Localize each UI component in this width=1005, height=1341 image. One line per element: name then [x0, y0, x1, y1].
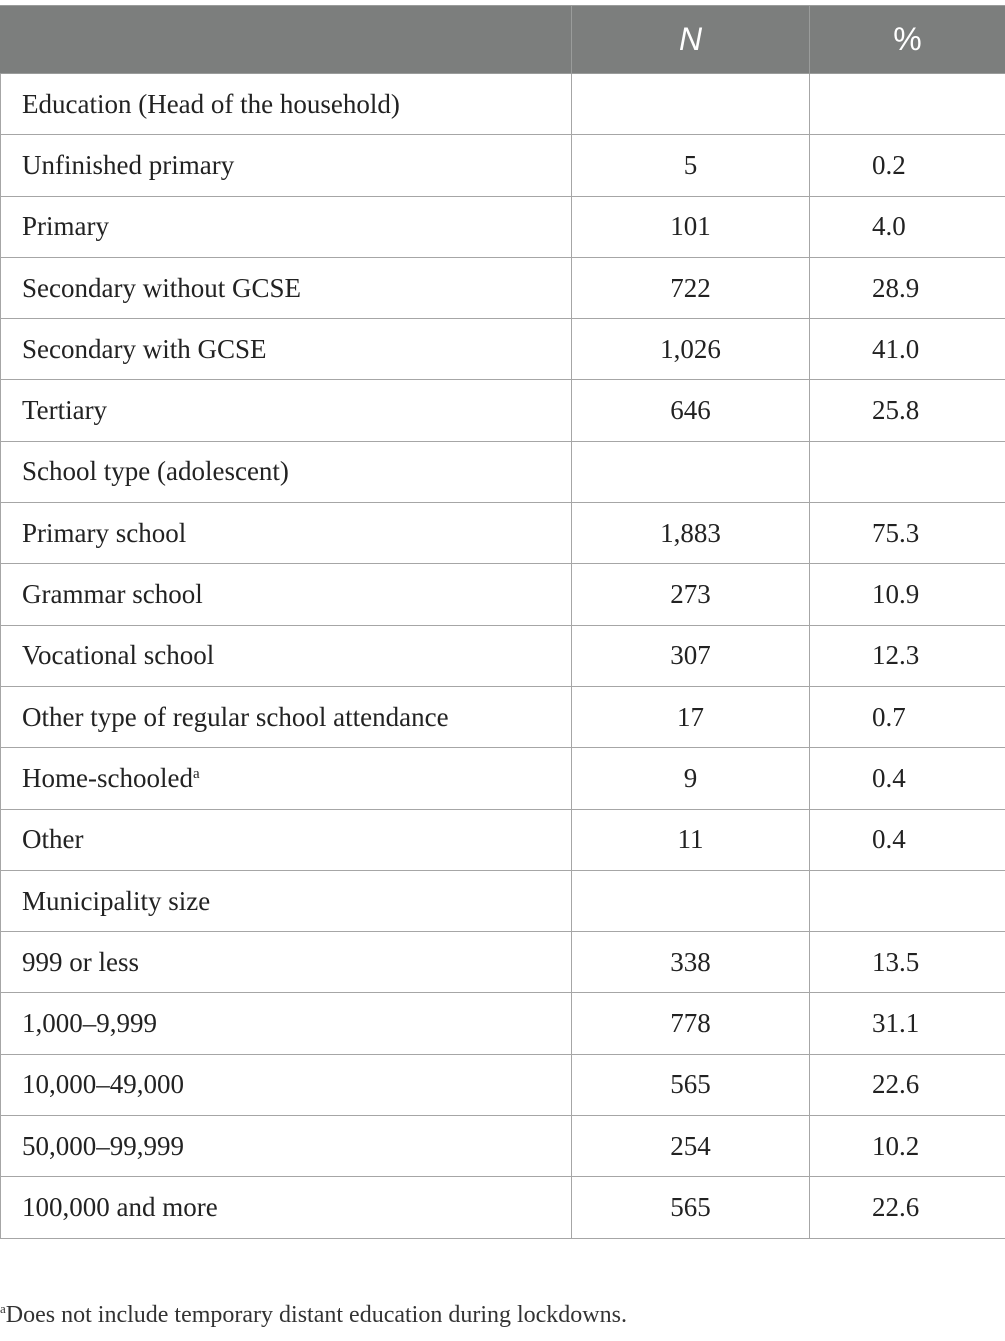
row-label-cell	[1, 993, 572, 1054]
table-row	[1, 993, 1005, 1054]
row-label: Vocational school	[22, 640, 215, 671]
count-cell	[572, 74, 810, 135]
count-cell: 273	[572, 564, 810, 625]
percent-cell	[810, 74, 1005, 135]
header-percent: %	[810, 6, 1005, 74]
table-row	[1, 1054, 1005, 1115]
percent-cell: 0.4	[810, 809, 1005, 870]
row-label-cell	[1, 380, 572, 441]
count-cell	[572, 870, 810, 931]
count-cell: 11	[572, 809, 810, 870]
percent-cell: 0.2	[810, 135, 1005, 196]
count-cell: 254	[572, 1116, 810, 1177]
row-label-cell	[1, 809, 572, 870]
table-row	[1, 503, 1005, 564]
table-row	[1, 809, 1005, 870]
count-cell: 722	[572, 257, 810, 318]
row-label: Municipality size	[22, 885, 211, 916]
percent-cell: 0.4	[810, 748, 1005, 809]
row-label: 100,000 and more	[22, 1191, 218, 1222]
count-cell: 1,883	[572, 503, 810, 564]
count-cell: 101	[572, 196, 810, 257]
count-cell: 338	[572, 932, 810, 993]
row-label-cell	[1, 319, 572, 380]
percent-cell: 28.9	[810, 257, 1005, 318]
section-header-row	[1, 441, 1005, 502]
percent-cell: 10.2	[810, 1116, 1005, 1177]
row-label: Other	[22, 824, 84, 855]
footnote-marker: a	[0, 1301, 6, 1316]
row-label-cell	[1, 932, 572, 993]
row-label-cell	[1, 1116, 572, 1177]
section-header-row	[1, 870, 1005, 931]
row-label: Unfinished primary	[22, 149, 235, 180]
row-label: Primary school	[22, 517, 187, 548]
table-row	[1, 380, 1005, 441]
row-label: Other type of regular school attendance	[22, 701, 449, 732]
data-table	[0, 5, 1005, 1239]
row-label-cell	[1, 1054, 572, 1115]
count-cell: 565	[572, 1177, 810, 1238]
table-row	[1, 135, 1005, 196]
section-label-cell	[1, 870, 572, 931]
row-label: Primary	[22, 211, 109, 242]
row-label-cell	[1, 196, 572, 257]
percent-cell: 0.7	[810, 686, 1005, 747]
section-label-cell	[1, 74, 572, 135]
table-row	[1, 1116, 1005, 1177]
row-label: 50,000–99,999	[22, 1130, 184, 1161]
table-header	[1, 6, 1005, 74]
footnote	[0, 1302, 627, 1329]
row-label-cell	[1, 686, 572, 747]
row-label: 1,000–9,999	[22, 1008, 157, 1039]
percent-cell: 10.9	[810, 564, 1005, 625]
count-cell: 17	[572, 686, 810, 747]
table-row	[1, 257, 1005, 318]
section-label-cell	[1, 441, 572, 502]
count-cell: 1,026	[572, 319, 810, 380]
row-label-cell	[1, 503, 572, 564]
count-cell: 778	[572, 993, 810, 1054]
percent-cell: 22.6	[810, 1177, 1005, 1238]
percent-cell: 31.1	[810, 993, 1005, 1054]
table-row	[1, 319, 1005, 380]
percent-cell: 13.5	[810, 932, 1005, 993]
row-label: Secondary without GCSE	[22, 272, 301, 303]
percent-cell: 41.0	[810, 319, 1005, 380]
row-label: Secondary with GCSE	[22, 333, 267, 364]
table-row	[1, 1177, 1005, 1238]
row-label-cell	[1, 748, 572, 809]
row-label-cell	[1, 135, 572, 196]
table-row	[1, 196, 1005, 257]
percent-cell: 22.6	[810, 1054, 1005, 1115]
table-row	[1, 932, 1005, 993]
row-label: Tertiary	[22, 395, 108, 426]
header-row	[1, 6, 1005, 74]
percent-cell: 12.3	[810, 625, 1005, 686]
count-cell	[572, 441, 810, 502]
table-row	[1, 686, 1005, 747]
header-n: N	[572, 6, 810, 74]
percent-cell: 75.3	[810, 503, 1005, 564]
footnote-reference: a	[192, 765, 200, 782]
percent-cell: 25.8	[810, 380, 1005, 441]
row-label-cell	[1, 564, 572, 625]
row-label: Grammar school	[22, 579, 203, 610]
percent-cell: 4.0	[810, 196, 1005, 257]
table-row	[1, 625, 1005, 686]
table-row	[1, 748, 1005, 809]
count-cell: 646	[572, 380, 810, 441]
header-label-cell	[1, 6, 572, 74]
table-row	[1, 564, 1005, 625]
row-label: Home-schooled	[22, 762, 193, 793]
count-cell: 307	[572, 625, 810, 686]
section-header-row	[1, 74, 1005, 135]
row-label: 10,000–49,000	[22, 1069, 184, 1100]
count-cell: 5	[572, 135, 810, 196]
footnote-text: Does not include temporary distant education during lockdowns.	[5, 1302, 627, 1328]
row-label-cell	[1, 625, 572, 686]
row-label: School type (adolescent)	[22, 456, 289, 487]
row-label-cell	[1, 257, 572, 318]
count-cell: 9	[572, 748, 810, 809]
count-cell: 565	[572, 1054, 810, 1115]
percent-cell	[810, 870, 1005, 931]
row-label-cell	[1, 1177, 572, 1238]
row-label: Education (Head of the household)	[22, 88, 400, 119]
table-body	[1, 74, 1005, 1239]
row-label: 999 or less	[22, 946, 139, 977]
percent-cell	[810, 441, 1005, 502]
